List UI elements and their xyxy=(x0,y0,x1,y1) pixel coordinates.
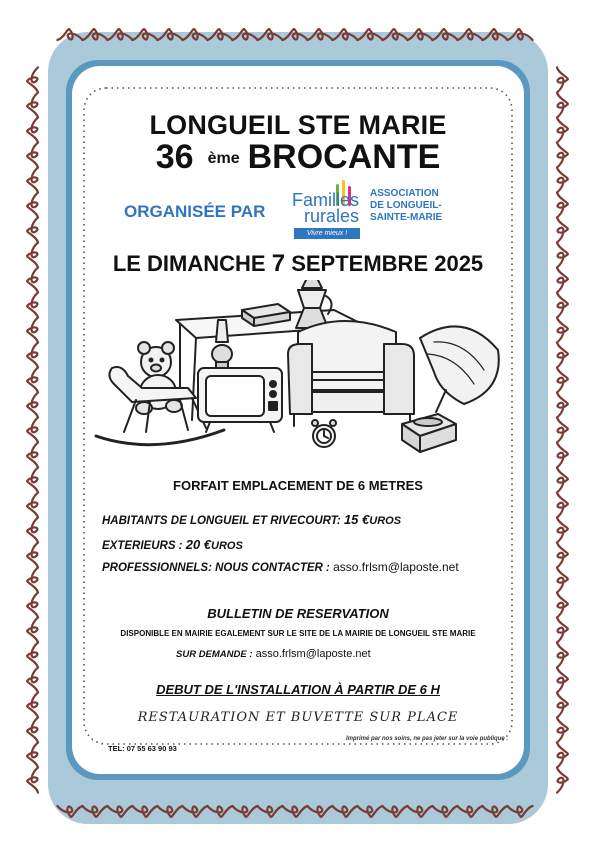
event-name: BROCANTE xyxy=(247,138,441,176)
swirl-loop xyxy=(557,467,568,492)
swirl-loop xyxy=(557,217,568,242)
price-residents-amount: 15 € xyxy=(343,512,370,527)
swirl-loop xyxy=(557,642,568,667)
swirl-loop xyxy=(557,567,568,592)
swirl-loop xyxy=(27,517,38,542)
swirl-loop xyxy=(27,617,38,642)
price-residents-label: HABITANTS DE LONGUEIL ET RIVECOURT: xyxy=(102,515,341,527)
swirl-loop xyxy=(557,92,568,117)
brocante-illustration xyxy=(84,280,512,460)
alarm-clock-icon xyxy=(312,420,336,447)
swirl-loop xyxy=(27,492,38,517)
swirl-loop xyxy=(27,217,38,242)
logo-word-familles: Familles xyxy=(292,190,360,210)
on-request-email: asso.frlsm@laposte.net xyxy=(255,648,371,660)
swirl-loop xyxy=(557,167,568,192)
price-exterior-unit: UROS xyxy=(211,540,243,552)
price-professionals xyxy=(102,560,459,574)
logo-tagline: Vivre mieux ! xyxy=(294,228,360,239)
swirl-loop xyxy=(557,267,568,292)
swirl-loop xyxy=(557,542,568,567)
swirl-loop xyxy=(27,67,38,92)
tv-icon xyxy=(198,368,282,432)
swirl-loop xyxy=(27,367,38,392)
swirl-loop xyxy=(557,67,568,92)
reservation-on-request xyxy=(176,648,371,660)
swirl-loop xyxy=(27,692,38,717)
swirl-loop xyxy=(27,442,38,467)
price-exterior-amount: 20 € xyxy=(185,537,212,552)
printed-notice: Imprimé par nos soins, ne pas jeter sur la voie publique . xyxy=(346,736,509,742)
swirl-loop xyxy=(27,642,38,667)
swirl-loop xyxy=(27,717,38,742)
price-exterior xyxy=(102,537,243,552)
price-exterior-label: EXTERIEURS : xyxy=(102,540,183,552)
swirl-loop xyxy=(27,342,38,367)
swirl-loop xyxy=(557,192,568,217)
organizer-label: ORGANISÉE PAR xyxy=(124,202,266,221)
date-day: 7 xyxy=(271,250,286,277)
swirl-loop xyxy=(557,617,568,642)
swirl-loop xyxy=(27,392,38,417)
swirl-loop xyxy=(557,392,568,417)
swirl-loop xyxy=(557,442,568,467)
price-residents xyxy=(102,512,401,527)
swirl-loop xyxy=(27,742,38,767)
swirl-loop xyxy=(27,167,38,192)
swirl-loop xyxy=(557,117,568,142)
swirl-loop xyxy=(557,767,568,792)
date-month-year: SEPTEMBRE 2025 xyxy=(291,251,484,276)
swirl-loop xyxy=(557,367,568,392)
flyer-content xyxy=(84,92,512,753)
swirl-loop xyxy=(557,667,568,692)
swirl-loop xyxy=(557,242,568,267)
swirl-loop xyxy=(27,117,38,142)
swirl-loop xyxy=(557,717,568,742)
installation-start: DEBUT DE L'INSTALLATION À PARTIR DE 6 H xyxy=(156,682,440,697)
swirl-loop xyxy=(27,542,38,567)
association-line: ASSOCIATION xyxy=(370,188,439,199)
swirl-loop xyxy=(27,667,38,692)
price-pro-label: PROFESSIONNELS: NOUS CONTACTER : xyxy=(102,562,330,574)
contact-email: asso.frlsm@laposte.net xyxy=(333,560,459,574)
swirl-loop xyxy=(27,192,38,217)
gramophone-icon xyxy=(402,326,499,452)
phone-number: TEL: 07 55 63 90 93 xyxy=(108,744,177,753)
swirl-loop xyxy=(27,317,38,342)
edition-number: 36 xyxy=(155,138,194,176)
edition-suffix: ème xyxy=(207,150,240,167)
association-line: DE LONGUEIL- xyxy=(370,200,442,211)
reservation-title: BULLETIN DE RESERVATION xyxy=(207,606,389,621)
association-name xyxy=(370,188,442,224)
pricing-title: FORFAIT EMPLACEMENT DE 6 METRES xyxy=(173,478,423,493)
swirl-loop xyxy=(27,767,38,792)
catering-notice: RESTAURATION ET BUVETTE SUR PLACE xyxy=(137,710,459,725)
date-prefix: LE DIMANCHE xyxy=(112,251,266,276)
swirl-loop xyxy=(557,492,568,517)
swirl-loop xyxy=(27,142,38,167)
swirl-loop xyxy=(27,592,38,617)
reservation-availability: DISPONIBLE EN MAIRIE EGALEMENT SUR LE SITE DE LA MAIRIE DE LONGUEIL STE MARIE xyxy=(120,629,476,638)
swirl-loop xyxy=(557,742,568,767)
swirl-loop xyxy=(27,567,38,592)
swirl-loop xyxy=(27,242,38,267)
swirl-loop xyxy=(557,517,568,542)
swirl-loop xyxy=(557,417,568,442)
swirl-loop xyxy=(27,417,38,442)
swirl-loop xyxy=(557,592,568,617)
swirl-loop xyxy=(27,267,38,292)
association-line: SAINTE-MARIE xyxy=(370,212,443,223)
swirl-loop xyxy=(557,142,568,167)
swirl-loop xyxy=(27,467,38,492)
swirl-loop xyxy=(557,317,568,342)
familles-rurales-logo xyxy=(292,180,366,242)
swirl-loop xyxy=(27,292,38,317)
armchair-icon xyxy=(288,321,414,426)
organizer-row xyxy=(124,180,484,242)
edition-title xyxy=(84,138,512,177)
on-request-label: SUR DEMANDE : xyxy=(176,649,253,660)
logo-word-rurales: rurales xyxy=(304,206,360,226)
town-title: LONGUEIL STE MARIE xyxy=(149,110,447,140)
swirl-loop xyxy=(557,292,568,317)
swirl-loop xyxy=(557,342,568,367)
teddy-bear-icon xyxy=(136,342,182,414)
swirl-loop xyxy=(557,692,568,717)
price-residents-unit: UROS xyxy=(369,515,402,527)
event-date xyxy=(84,250,512,278)
swirl-loop xyxy=(27,92,38,117)
